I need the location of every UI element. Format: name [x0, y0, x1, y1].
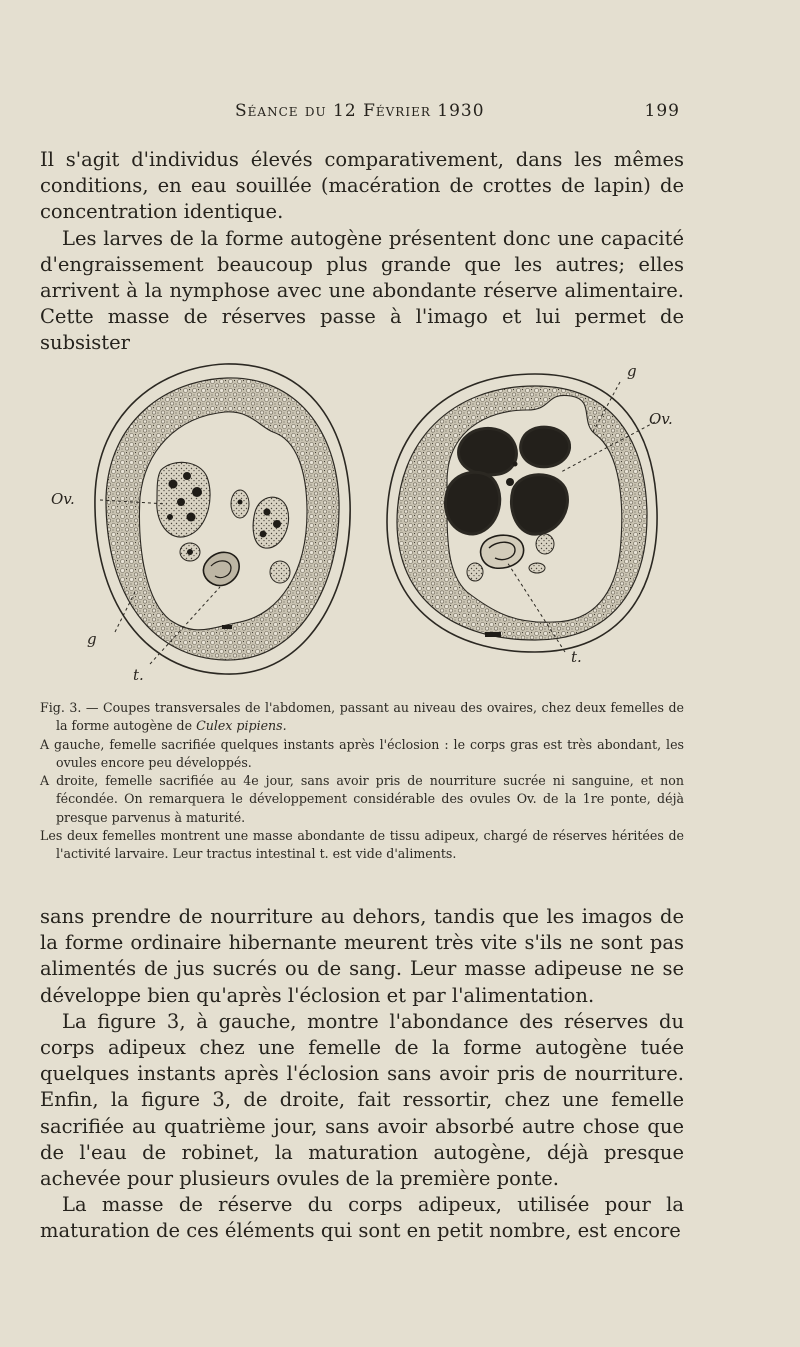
left-g-label: g [87, 630, 97, 648]
left-ov-label: Ov. [51, 490, 75, 508]
figure-3-illustration [51, 352, 695, 687]
figure-3 [51, 352, 695, 687]
page-number: 199 [644, 101, 680, 121]
paragraph: Les larves de la forme autogène présentent donc une capacité d'engraissement beaucoup plus grande que les autres; elles arrivent à la nymphose avec une abondante réserve alimentaire. Cette masse de réserves passe à l'imago et lui permet de subsister [40, 226, 684, 355]
left-section [51, 364, 350, 684]
caption-line: Fig. 3. — Coupes transversales de l'abdomen, passant au niveau des ovaires, chez deux femelles de la forme autogène de Culex pipiens. [40, 700, 684, 734]
paragraph: sans prendre de nourriture au dehors, tandis que les imagos de la forme ordinaire hibernante meurent très vite s'ils ne sont pas alimentés de jus sucrés ou de sang. Leur masse adipeuse ne se développe bien qu'après l'éclosion et par l'alimentation. [40, 905, 684, 1007]
species-name: Culex pipiens. [196, 718, 287, 734]
right-section [387, 362, 673, 666]
running-title: Séance du 12 Février 1930 [235, 101, 485, 121]
caption-line: A gauche, femelle sacrifiée quelques instants après l'éclosion : le corps gras est très abondant, les ovules encore peu développés. [40, 736, 684, 770]
figure-caption [40, 699, 684, 864]
left-t-label: t. [133, 666, 144, 684]
right-ov-label: Ov. [649, 410, 673, 428]
right-t-label: t. [571, 648, 582, 666]
right-g-label: g [627, 362, 637, 380]
caption-line: A droite, femelle sacrifiée au 4e jour, sans avoir pris de nourriture sucrée ni sanguine, et non fécondée. On remarquera le développement considérable des ovules Ov. de la 1re ponte, déjà presque parvenus à maturité. [40, 773, 684, 825]
bottom-text-block [40, 904, 684, 1245]
running-header [40, 101, 680, 131]
caption-line: Les deux femelles montrent une masse abondante de tissu adipeux, chargé de réserves héritées de l'activité larvaire. Leur tractus intestinal t. est vide d'aliments. [40, 828, 684, 862]
paragraph: Il s'agit d'individus élevés comparativement, dans les mêmes conditions, en eau souillée (macération de crottes de lapin) de concentration identique. [40, 148, 684, 224]
paragraph: La masse de réserve du corps adipeux, utilisée pour la maturation de ces éléments qui sont en petit nombre, est encore [40, 1193, 684, 1243]
paragraph: La figure 3, à gauche, montre l'abondance des réserves du corps adipeux chez une femelle de la forme autogène tuée quelques instants après l'éclosion sans avoir pris de nourriture. Enfin, la figure 3, de droite, fait ressortir, chez une femelle sacrifiée au quatrième jour, sans avoir absorbé autre chose que de l'eau de robinet, la maturation autogène, déjà presque achevée pour plusieurs ovules de la première ponte. [40, 1009, 684, 1191]
top-text-block [40, 147, 684, 357]
